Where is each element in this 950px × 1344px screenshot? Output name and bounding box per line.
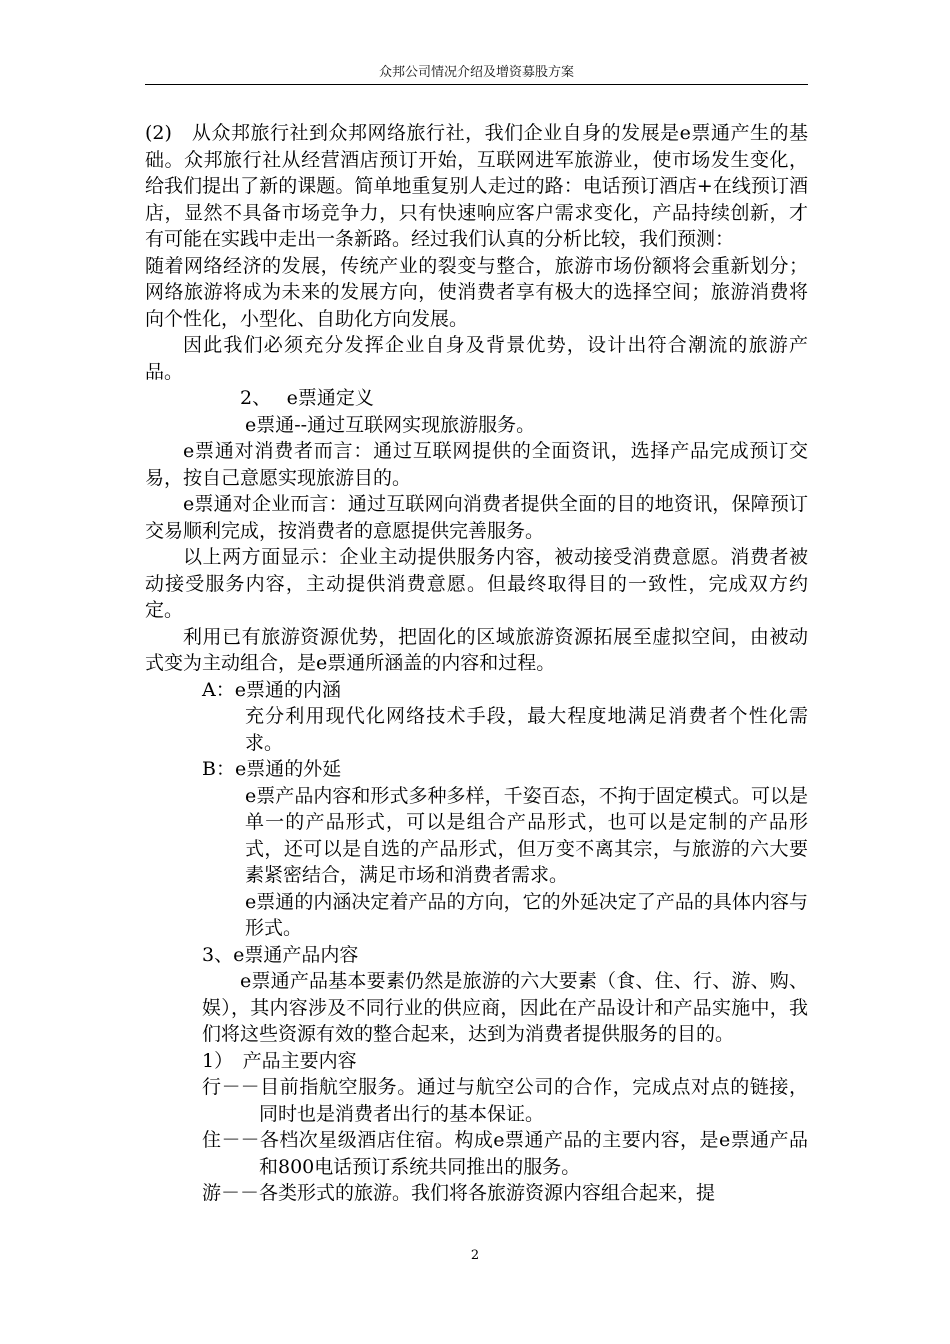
paragraph-connotation: 充分利用现代化网络技术手段，最大程度地满足消费者个性化需求。 [245, 705, 808, 754]
paragraph-extension: e票产品内容和形式多种多样，千姿百态，不拘于固定模式。可以是单一的产品形式，可以是组合产品形式，也可以是定制的产品形式，还可以是自选的产品形式，但万变不离其宗，与旅游的六大要素紧密结合，满足市场和消费者需求。 [245, 784, 808, 886]
paragraph-extension-summary: e票通的内涵决定着产品的方向，它的外延决定了产品的具体内容与形式。 [245, 890, 808, 939]
page-header: 众邦公司情况介绍及增资募股方案 [378, 65, 574, 80]
paragraph-resources: 利用已有旅游资源优势，把固化的区域旅游资源拓展至虚拟空间，由被动式变为主动组合，是e票通所涵盖的内容和过程。 [145, 625, 808, 674]
subheading-connotation: A：e票通的内涵 [202, 678, 341, 701]
paragraph-forecast: 随着网络经济的发展，传统产业的裂变与整合，旅游市场份额将会重新划分；网络旅游将成为未来的发展方向，使消费者享有极大的选择空间；旅游消费将向个性化，小型化、自助化方向发展。 [145, 254, 808, 330]
paragraph-definition: e票通--通过互联网实现旅游服务。 [245, 413, 536, 436]
list-item-transport: 行－－目前指航空服务。通过与航空公司的合作，完成点对点的链接，同时也是消费者出行的基本保证。 [202, 1076, 808, 1125]
header-rule [145, 84, 808, 85]
subheading-main-content: 1） 产品主要内容 [202, 1049, 357, 1072]
page-number: 2 [470, 1248, 480, 1263]
list-item-touring: 游－－各类形式的旅游。我们将各旅游资源内容组合起来，提 [202, 1182, 716, 1204]
paragraph-conclusion: 因此我们必须充分发挥企业自身及背景优势，设计出符合潮流的旅游产品。 [145, 334, 808, 383]
paragraph-consumer-view: e票通对消费者而言：通过互联网提供的全面资讯，选择产品完成预订交易，按自己意愿实现旅游目的。 [145, 440, 808, 489]
document-body [145, 120, 808, 1207]
paragraph-product-elements: e票通产品基本要素仍然是旅游的六大要素（食、住、行、游、购、娱），其内容涉及不同行业的供应商，因此在产品设计和产品实施中，我们将这些资源有效的整合起来，达到为消费者提供服务的目的。 [202, 970, 808, 1045]
paragraph-origin: (2) 从众邦旅行社到众邦网络旅行社，我们企业自身的发展是e票通产生的基础。众邦旅行社从经营酒店预订开始，互联网进军旅游业，使市场发生变化，给我们提出了新的课题。简单地重复别人走过的路：电话预订酒店+在线预订酒店，显然不具备市场竞争力，只有快速响应客户需求变化，产品持续创新，才有可能在实践中走出一条新路。经过我们认真的分析比较，我们预测： [145, 122, 808, 250]
section-heading-product-content: 3、e票通产品内容 [202, 943, 359, 966]
paragraph-summary: 以上两方面显示：企业主动提供服务内容，被动接受消费意愿。消费者被动接受服务内容，主动提供消费意愿。但最终取得目的一致性，完成双方约定。 [145, 546, 808, 621]
paragraph-enterprise-view: e票通对企业而言：通过互联网向消费者提供全面的目的地资讯，保障预订交易顺利完成，按消费者的意愿提供完善服务。 [145, 493, 808, 542]
subheading-extension: B：e票通的外延 [202, 758, 342, 780]
list-item-lodging: 住－－各档次星级酒店住宿。构成e票通产品的主要内容，是e票通产品和800电话预订系统共同推出的服务。 [202, 1129, 808, 1178]
section-heading-definition: 2、 e票通定义 [240, 387, 374, 409]
